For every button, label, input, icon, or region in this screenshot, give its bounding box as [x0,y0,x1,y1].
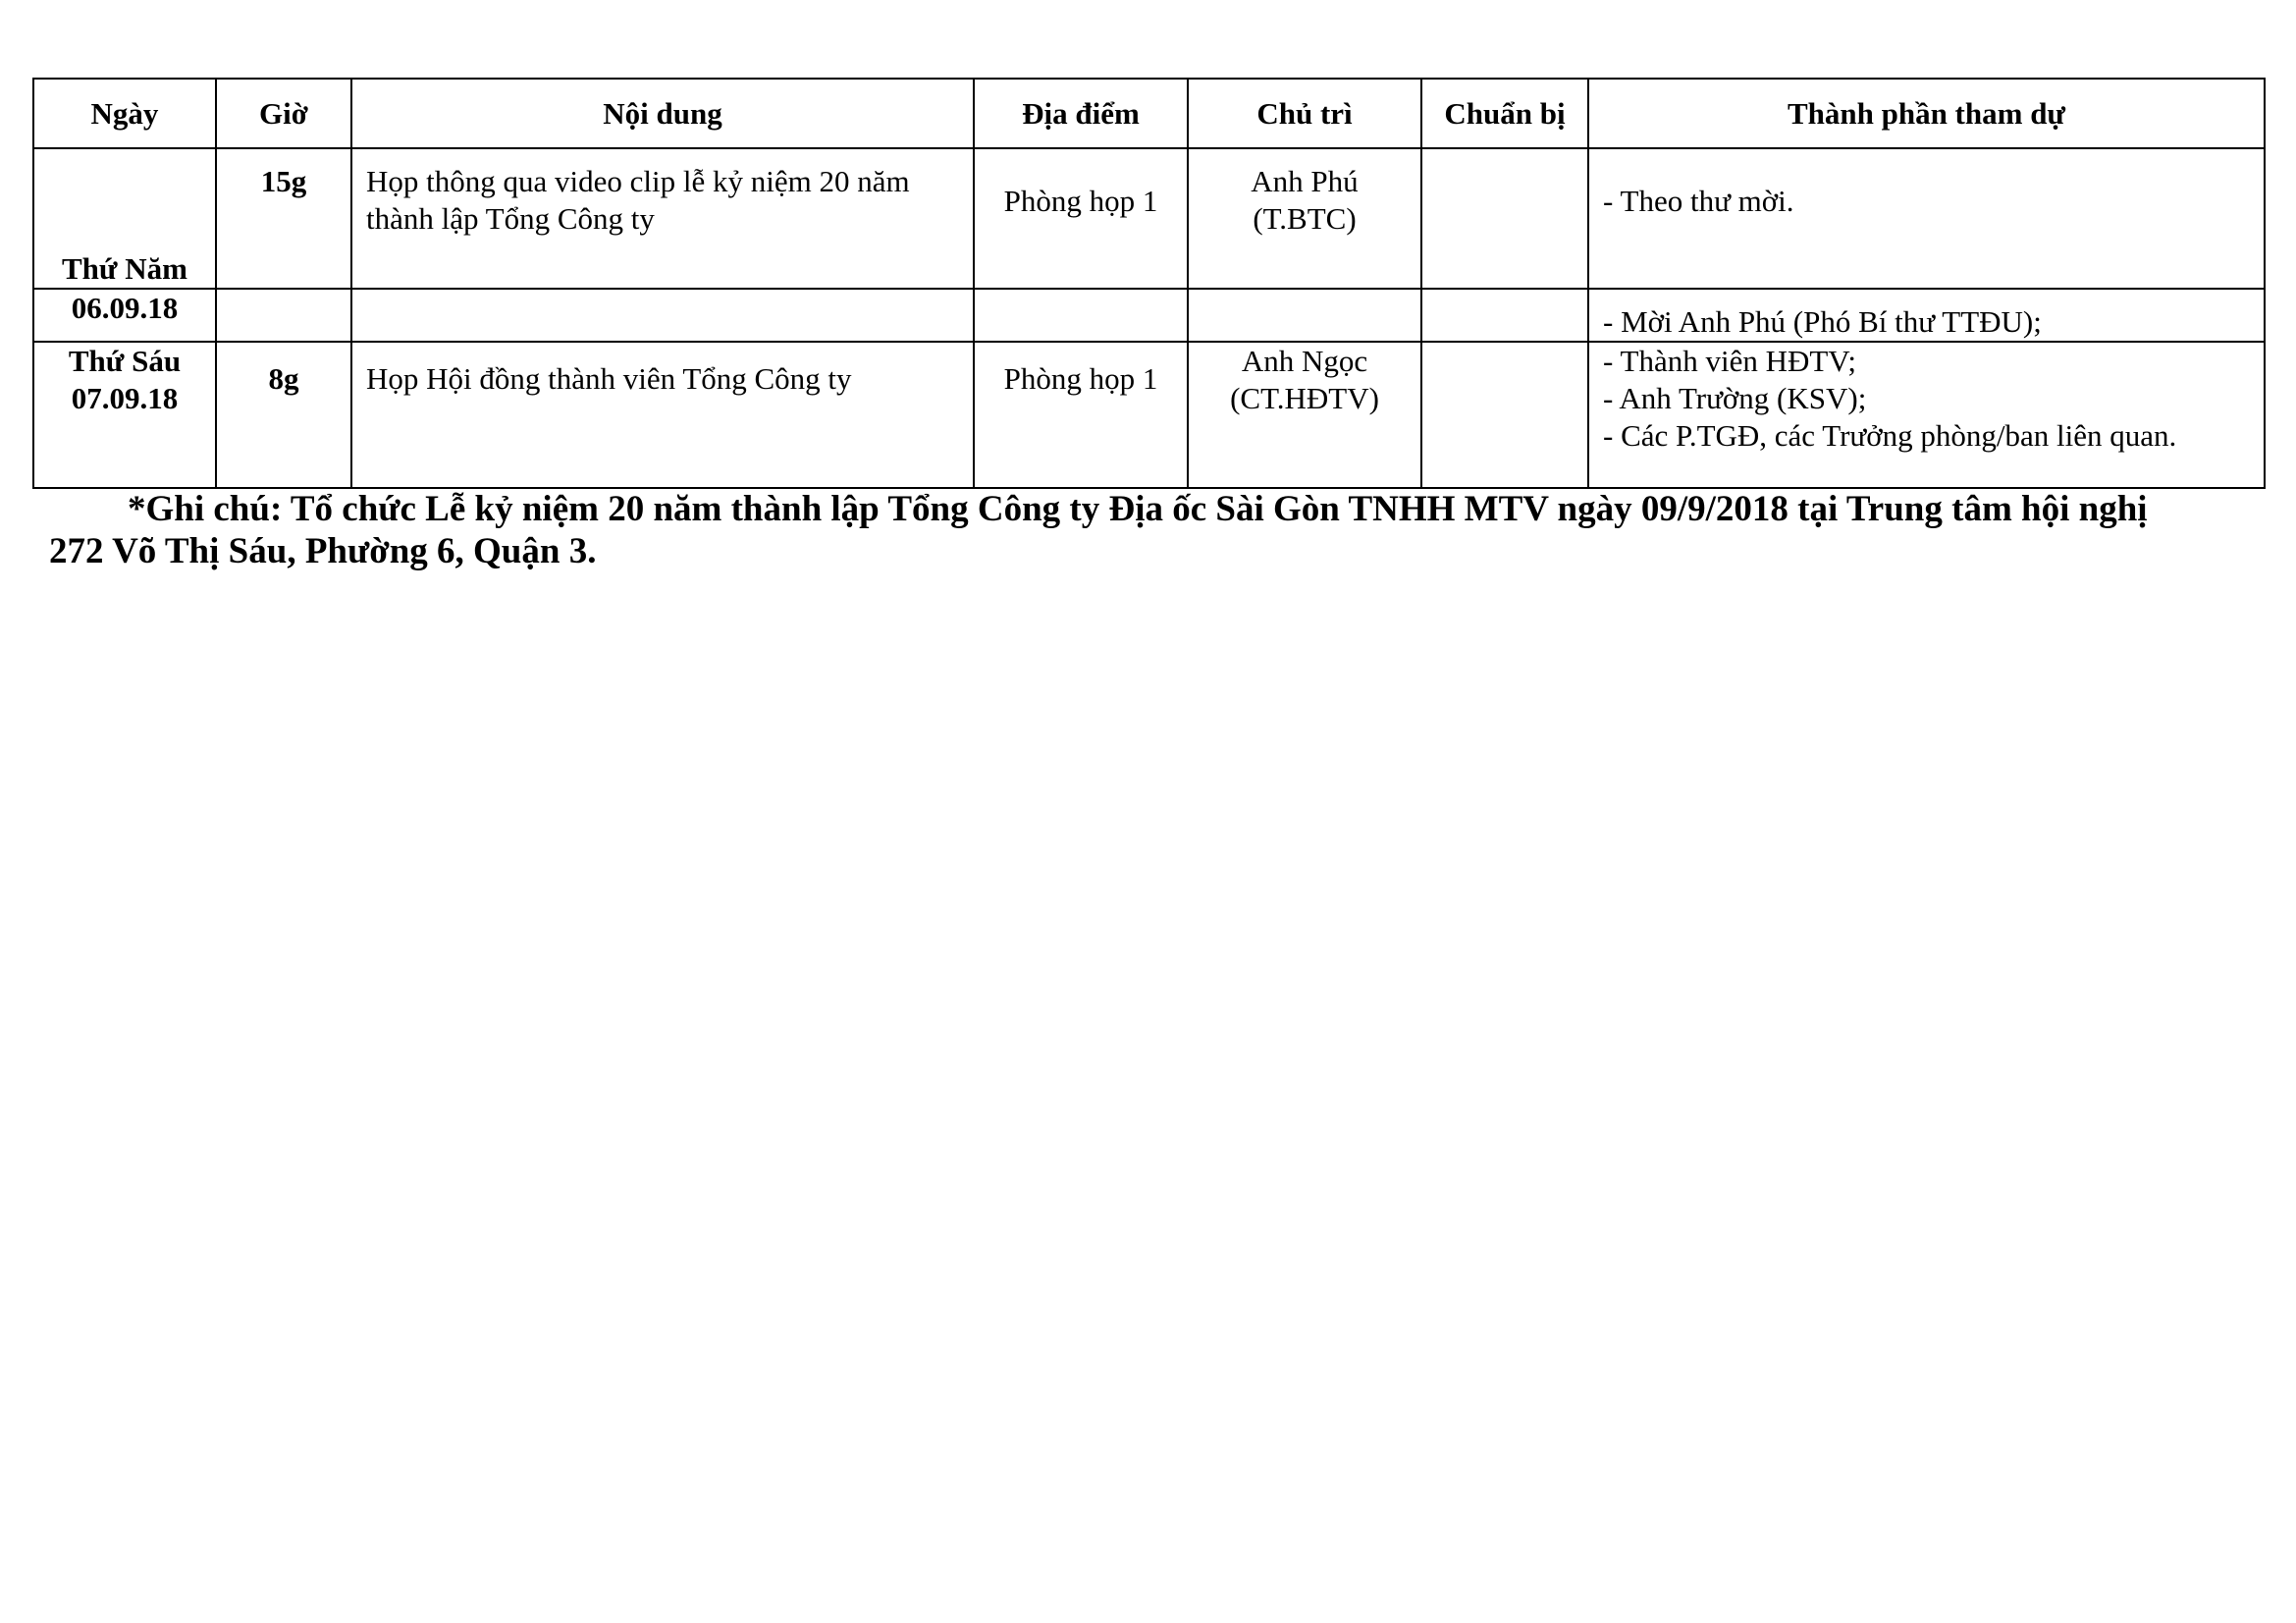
header-preparation: Chuẩn bị [1421,79,1588,148]
content-line: Họp thông qua video clip lễ kỷ niệm 20 năm [366,164,910,198]
content-cell [351,148,974,289]
preparation-cell [1421,289,1588,342]
header-chair: Chủ trì [1188,79,1421,148]
content-cell: Họp Hội đồng thành viên Tổng Công ty [351,342,974,488]
day-date: 07.09.18 [71,381,179,415]
chair-name: Anh Phú [1251,164,1359,198]
attendee-line: - Mời Anh Phú (Phó Bí thư TTĐU); [1603,304,2042,339]
chair-title: (CT.HĐTV) [1230,381,1379,415]
content-line: thành lập Tổng Công ty [366,201,655,236]
day-label: Thứ Sáu [68,344,182,378]
table-header-row [33,79,2265,148]
chair-title: (T.BTC) [1253,201,1357,236]
table-row [33,148,2265,289]
attendee-line: - Thành viên HĐTV; [1603,344,1856,378]
hour-cell: 15g [216,148,351,289]
chair-name: Anh Ngọc [1241,344,1368,378]
attendees-cell [1588,289,2265,342]
location-cell: Phòng họp 1 [974,342,1188,488]
attendee-line: - Anh Trường (KSV); [1603,381,1867,415]
day-cell [33,342,216,488]
day-cell [33,289,216,342]
attendees-cell [1588,342,2265,488]
table-row [33,289,2265,342]
location-cell [974,289,1188,342]
content-cell [351,289,974,342]
table-row [33,342,2265,488]
header-content: Nội dung [351,79,974,148]
chair-cell [1188,289,1421,342]
chair-cell [1188,148,1421,289]
day-label: Thứ Năm [62,251,187,286]
day-cell [33,148,216,289]
attendees-cell [1588,148,2265,289]
attendee-line: - Theo thư mời. [1603,184,1794,218]
schedule-table [32,78,2266,489]
hour-cell [216,289,351,342]
chair-cell [1188,342,1421,488]
header-hour: Giờ [216,79,351,148]
preparation-cell [1421,342,1588,488]
day-date: 06.09.18 [71,291,179,325]
attendee-line: - Các P.TGĐ, các Trưởng phòng/ban liên quan. [1603,418,2177,453]
location-cell: Phòng họp 1 [974,148,1188,289]
hour-cell: 8g [216,342,351,488]
note-paragraph: *Ghi chú: Tổ chức Lễ kỷ niệm 20 năm thành lập Tổng Công ty Địa ốc Sài Gòn TNHH MTV ngày 09/9/2018 tại Trung tâm hội nghị 272 Võ Thị Sáu, Phường 6, Quận 3. [49,489,2148,571]
header-day: Ngày [33,79,216,148]
header-attendees: Thành phần tham dự [1588,79,2265,148]
preparation-cell [1421,148,1588,289]
header-location: Địa điểm [974,79,1188,148]
